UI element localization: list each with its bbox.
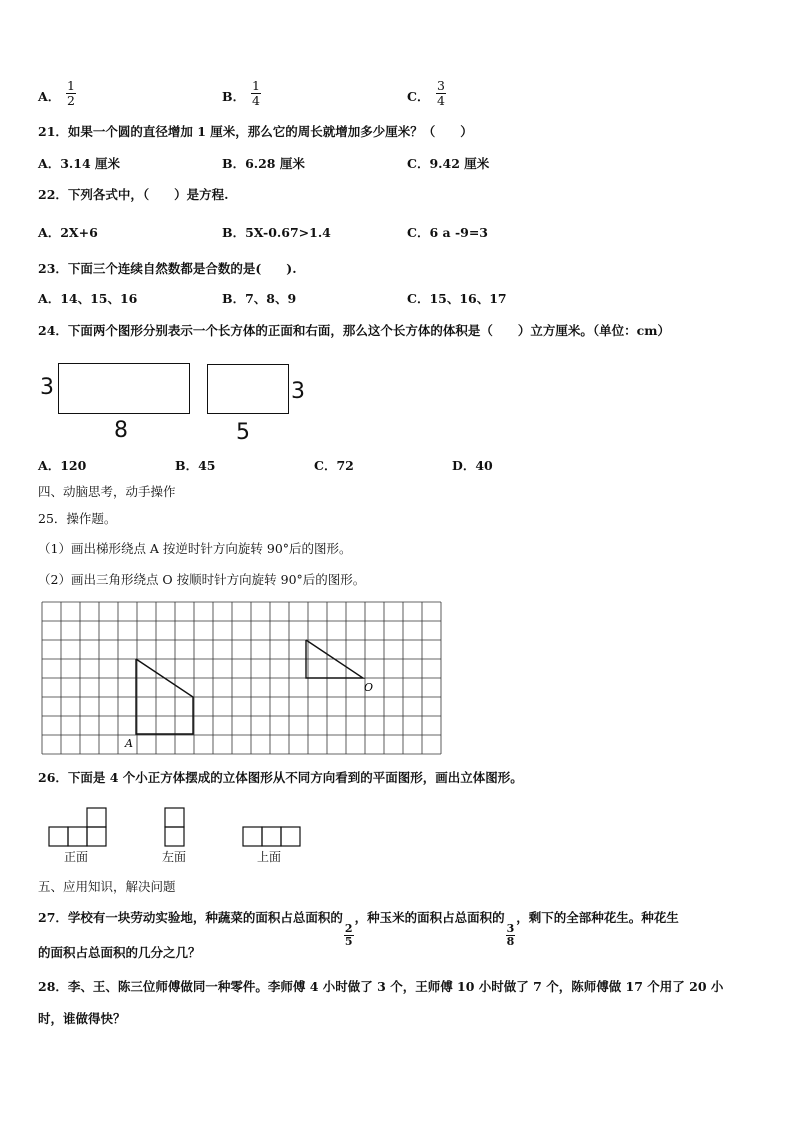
q23-option-b: B．7、8、9 (222, 291, 297, 306)
fraction-numerator: 3 (506, 922, 515, 935)
q23-option-a: A．14、15、16 (38, 291, 138, 306)
q24-right-width-label: 5 (236, 420, 250, 445)
q20-option-b-fraction (251, 79, 261, 108)
q26-top-view-shape (242, 826, 304, 848)
q25-part1: （1）画出梯形绕点 A 按逆时针方向旋转 90°后的图形。 (38, 541, 352, 556)
q26-left-view-shape (164, 807, 186, 847)
q24-stem: 24．下面两个图形分别表示一个长方体的正面和右面，那么这个长方体的体积是（ ）立方厘米。（单位：cm） (38, 323, 670, 338)
q27-line2: 的面积占总面积的几分之几？ (38, 945, 201, 960)
q24-front-height-label: 3 (40, 375, 54, 400)
fraction-numerator: 2 (344, 922, 353, 935)
q25-part2: （2）画出三角形绕点 O 按顺时针方向旋转 90°后的图形。 (38, 572, 366, 587)
point-o-label: O (364, 681, 374, 694)
q22-option-c: C．6 a -9=3 (407, 225, 489, 240)
q21-option-b: B．6.28 厘米 (222, 156, 305, 171)
q20-option-c-fraction (436, 79, 446, 108)
point-a-label: A (125, 737, 133, 750)
q27-text-part3: ，剩下的全部种花生。种花生 (516, 910, 679, 925)
q22-option-a: A．2X+6 (38, 225, 98, 240)
fraction-denominator: 8 (506, 935, 515, 948)
q20-option-c-letter: C． (407, 89, 430, 104)
q23-option-c: C．15、16、17 (407, 291, 507, 306)
q27-line1 (38, 910, 679, 948)
q24-option-b: B．45 (175, 458, 216, 473)
q27-fraction-vegetables (344, 923, 354, 948)
section-5-heading: 五、应用知识，解决问题 (38, 879, 176, 894)
fraction-numerator: 3 (437, 78, 445, 93)
q26-front-view-label: 正面 (64, 850, 89, 864)
q27-text-part1: 27．学校有一块劳动实验地，种蔬菜的面积占总面积的 (38, 910, 343, 925)
q27-text-part2: ，种玉米的面积占总面积的 (354, 910, 505, 925)
q26-front-view-shape (48, 807, 110, 847)
q23-stem: 23．下面三个连续自然数都是合数的是( ). (38, 261, 297, 276)
fraction-denominator: 5 (344, 935, 353, 948)
q20-option-a-fraction (66, 79, 76, 108)
q25-grid-figure (42, 602, 442, 754)
q21-option-a: A．3.14 厘米 (38, 156, 120, 171)
q28-line1: 28．李、王、陈三位师傅做同一种零件。李师傅 4 小时做了 3 个，王师傅 10 小时做了 7 个，陈师傅做 17 个用了 20 小 (38, 979, 724, 994)
q24-option-d: D．40 (452, 458, 493, 473)
grid-lines (42, 602, 441, 754)
q21-stem: 21．如果一个圆的直径增加 1 厘米，那么它的周长就增加多少厘米？（ ） (38, 124, 473, 139)
q24-right-rectangle (207, 364, 289, 414)
q26-left-view-label: 左面 (162, 850, 187, 864)
q26-stem: 26．下面是 4 个小正方体摆成的立体图形从不同方向看到的平面图形，画出立体图形。 (38, 770, 523, 785)
q25-stem: 25．操作题。 (38, 511, 117, 526)
fraction-denominator: 4 (252, 93, 260, 108)
q24-front-width-label: 8 (114, 418, 128, 443)
q24-option-a: A．120 (38, 458, 87, 473)
fraction-numerator: 1 (252, 78, 260, 93)
q22-option-b: B．5X-0.67>1.4 (222, 225, 331, 240)
fraction-denominator: 2 (67, 93, 75, 108)
q24-right-height-label: 3 (291, 379, 305, 404)
q20-option-a-letter: A． (38, 89, 61, 104)
q24-option-c: C．72 (314, 458, 354, 473)
q27-fraction-corn (506, 923, 516, 948)
q22-stem: 22．下列各式中，（ ）是方程. (38, 187, 229, 202)
fraction-denominator: 4 (437, 93, 445, 108)
fraction-numerator: 1 (67, 78, 75, 93)
q21-option-c: C．9.42 厘米 (407, 156, 490, 171)
trapezoid-shape (136, 659, 193, 734)
q28-line2: 时，谁做得快？ (38, 1011, 126, 1026)
q20-option-b-letter: B． (222, 89, 246, 104)
q26-top-view-label: 上面 (257, 850, 282, 864)
section-4-heading: 四、动脑思考，动手操作 (38, 484, 176, 499)
q24-front-rectangle (58, 363, 190, 414)
